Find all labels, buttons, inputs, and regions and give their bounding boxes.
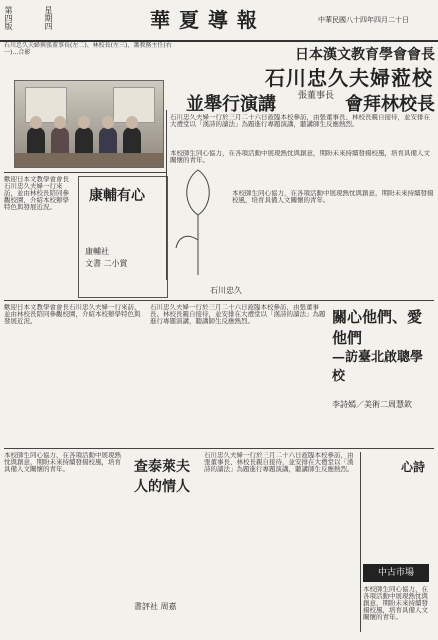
tai-byline: 書評社 周嘉 xyxy=(134,602,177,611)
xin-section xyxy=(360,452,435,632)
masthead xyxy=(0,0,438,42)
kangfu-box xyxy=(78,176,168,298)
guanxin-title: 關心他們、愛他們 xyxy=(332,308,423,347)
tai-body-left: 本校師生同心協力，在各項活動中展現熱忱與創意，期盼未來持續發揚校風，培育具備人文關懷的青年。 xyxy=(4,452,121,473)
headline-chairman: 張董事長 xyxy=(297,91,334,101)
kangfu-title: 康輔有心 xyxy=(89,188,145,204)
article-body-top-fill: 本校師生同心協力，在各項活動中展現熱忱與創意，期盼未來持續發揚校風，培育具備人文關懷的青年。 xyxy=(170,150,430,164)
photo-caption: 石川忠久夫婦與張董事長(左二)、林校長(左三)、蕭教務主任(右一)…合影 xyxy=(4,42,172,56)
weekday: 星期四 xyxy=(44,6,53,30)
market-ad: 中古市場 xyxy=(363,564,429,582)
guanxin-section xyxy=(330,300,434,450)
left-lower-body: 歡迎日本文教學會會長石川忠久夫婦一行來訪，並由林校長陪同參觀校園，介紹本校辦學特色與發展近況。 xyxy=(4,304,141,325)
poem-text: 本校師生同心協力，在各項活動中展現熱忱與創意，期盼未來持續發揚校風，培育具備人文關懷的青年。 xyxy=(232,190,434,204)
article-body-top: 石川忠久夫婦一行於三月二十六日蒞臨本校參訪，由張董事長、林校長親自接待，並安排在大禮堂以「漢詩的讀法」為題進行專題演講，聽講師生反應熱烈。 xyxy=(170,114,430,128)
headline-banner: 日本漢文教育學會會長 xyxy=(295,47,435,63)
tai-body-right: 石川忠久夫婦一行於三月二十六日蒞臨本校參訪，由張董事長、林校長親自接待，並安排在大禮堂以「漢詩的讀法」為題進行專題演講，聽講師生反應熱烈。 xyxy=(204,452,354,473)
headline-sub-left: 並舉行演講 xyxy=(186,94,276,115)
guanxin-byline: 李詩嫣／美術二周慧欽 xyxy=(332,400,412,409)
kangfu-byline2: 文書 二小賞 xyxy=(85,259,128,268)
group-photo xyxy=(14,80,164,168)
headline-main: 石川忠久夫婦蒞校 xyxy=(265,66,433,90)
guanxin-subtitle: —訪臺北啟聰學校 xyxy=(332,350,424,384)
paper-name: 華 夏 導 報 xyxy=(150,8,258,32)
tai-title: 查泰萊夫人的情人 xyxy=(134,459,190,495)
guanxin-body: 石川忠久夫婦一行於三月二十六日蒞臨本校參訪，由張董事長、林校長親自接待，並安排在大禮堂以「漢詩的讀法」為題進行專題演講，聽講師生反應熱烈。 xyxy=(150,304,326,325)
xin-text: 本校師生同心協力，在各項活動中展現熱忱與創意，期盼未來持續發揚校風，培育具備人文關懷的青年。 xyxy=(363,586,428,621)
left-column-text: 歡迎日本文教學會會長石川忠久夫婦一行來訪，並由林校長陪同參觀校園，介紹本校辦學特色與發展近況。 xyxy=(4,176,69,211)
issue-date: 中華民國八十四年四月二十日 xyxy=(318,16,409,24)
xin-title: 心詩 xyxy=(401,460,426,474)
headline-sub-right: 會拜林校長 xyxy=(345,94,435,115)
lily-illustration xyxy=(168,160,228,280)
poem-author: 石川忠久 xyxy=(210,286,242,295)
kangfu-byline: 康輔社 xyxy=(85,247,109,256)
page-number: 第四版 xyxy=(4,6,13,30)
tai-section xyxy=(130,452,200,632)
